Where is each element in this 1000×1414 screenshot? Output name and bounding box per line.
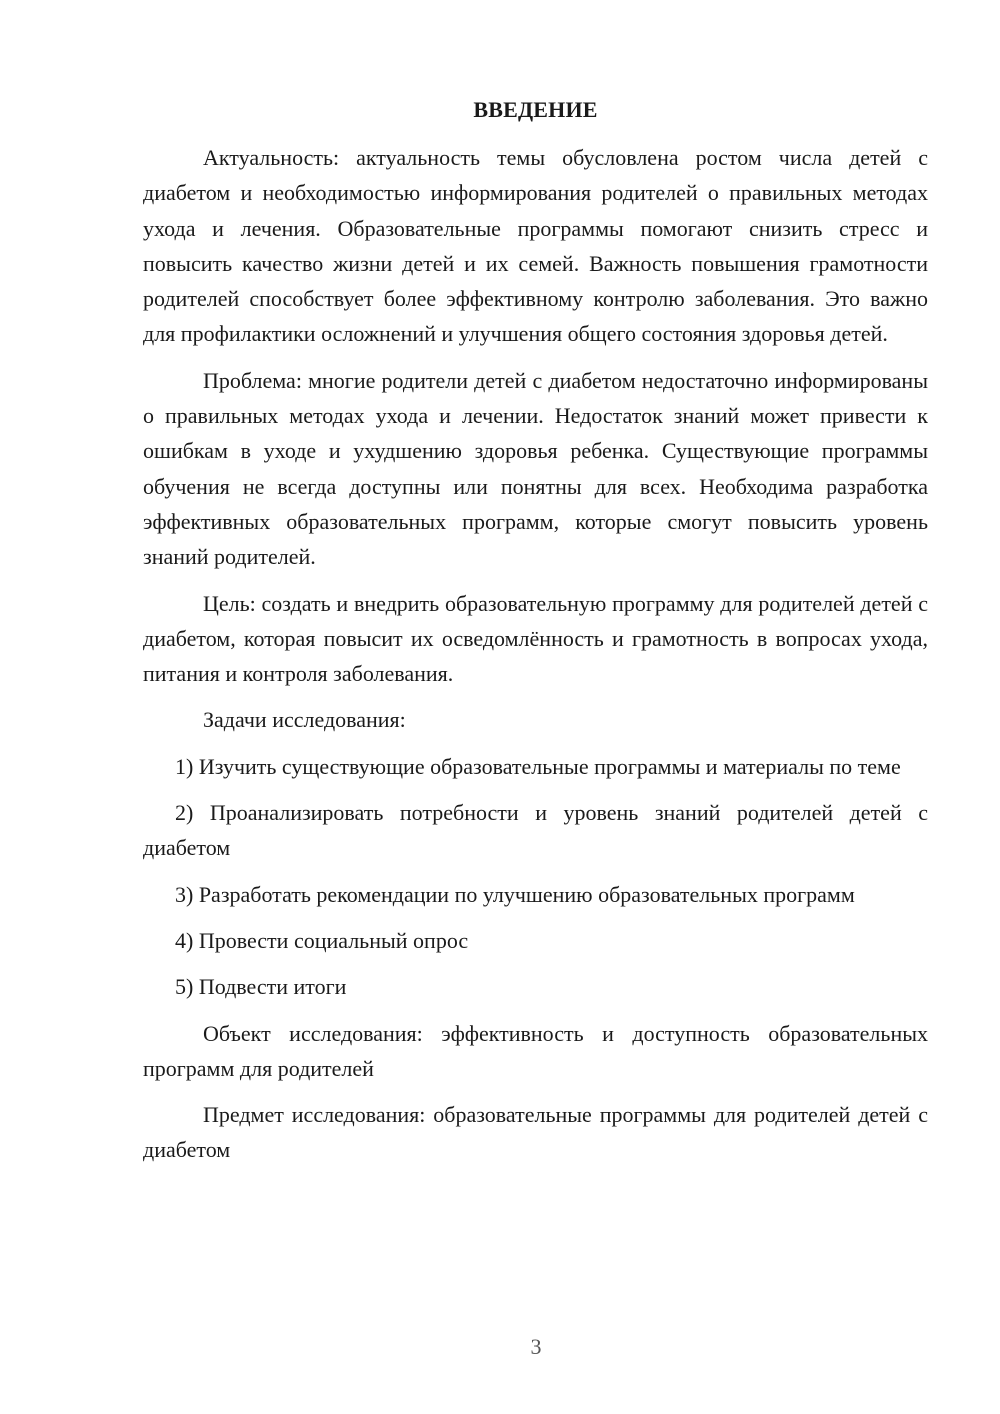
task-item: 1) Изучить существующие образовательные программы и материалы по теме [175, 753, 901, 779]
paragraph-goal: Цель: создать и внедрить образовательную программу для родителей детей с диабетом, которая повысит их осведомлённость и грамотность в вопросах ухода, питания и контроля заболевания. [143, 590, 928, 687]
task-item: 2) Проанализировать потребности и уровень знаний родителей детей с диабетом [143, 800, 928, 861]
tasks-heading: Задачи исследования: [203, 707, 406, 733]
paragraph-relevance: Актуальность: актуальность темы обусловлена ростом числа детей с диабетом и необходимостью информирования родителей о правильных методах ухода и лечения. Образовательные программы помогают снизить стресс и повысить качество жизни детей и их семей. Важность повышения грамотности родителей способствует более эффективному контролю заболевания. Это важно для профилактики осложнений и улучшения общего состояния здоровья детей. [143, 145, 928, 347]
paragraph-subject: Предмет исследования: образовательные программы для родителей детей с диабетом [143, 1102, 928, 1163]
paragraph-problem: Проблема: многие родители детей с диабетом недостаточно информированы о правильных методах ухода и лечении. Недостаток знаний может привести к ошибкам в уходе и ухудшению здоровья ребенка. Существующие программы обучения не всегда доступны или понятны для всех. Необходима разработка эффективных образовательных программ, которые смогут повысить уровень знаний родителей. [143, 367, 928, 570]
page-number: 3 [530, 1334, 542, 1359]
section-title: ВВЕДЕНИЕ [473, 97, 598, 122]
task-item: 3) Разработать рекомендации по улучшению образовательных программ [175, 881, 855, 907]
task-item: 5) Подвести итоги [175, 974, 347, 1000]
task-item: 4) Провести социальный опрос [175, 927, 469, 953]
page-content [143, 95, 928, 1168]
paragraph-object: Объект исследования: эффективность и доступность образовательных программ для родителей [143, 1020, 928, 1081]
